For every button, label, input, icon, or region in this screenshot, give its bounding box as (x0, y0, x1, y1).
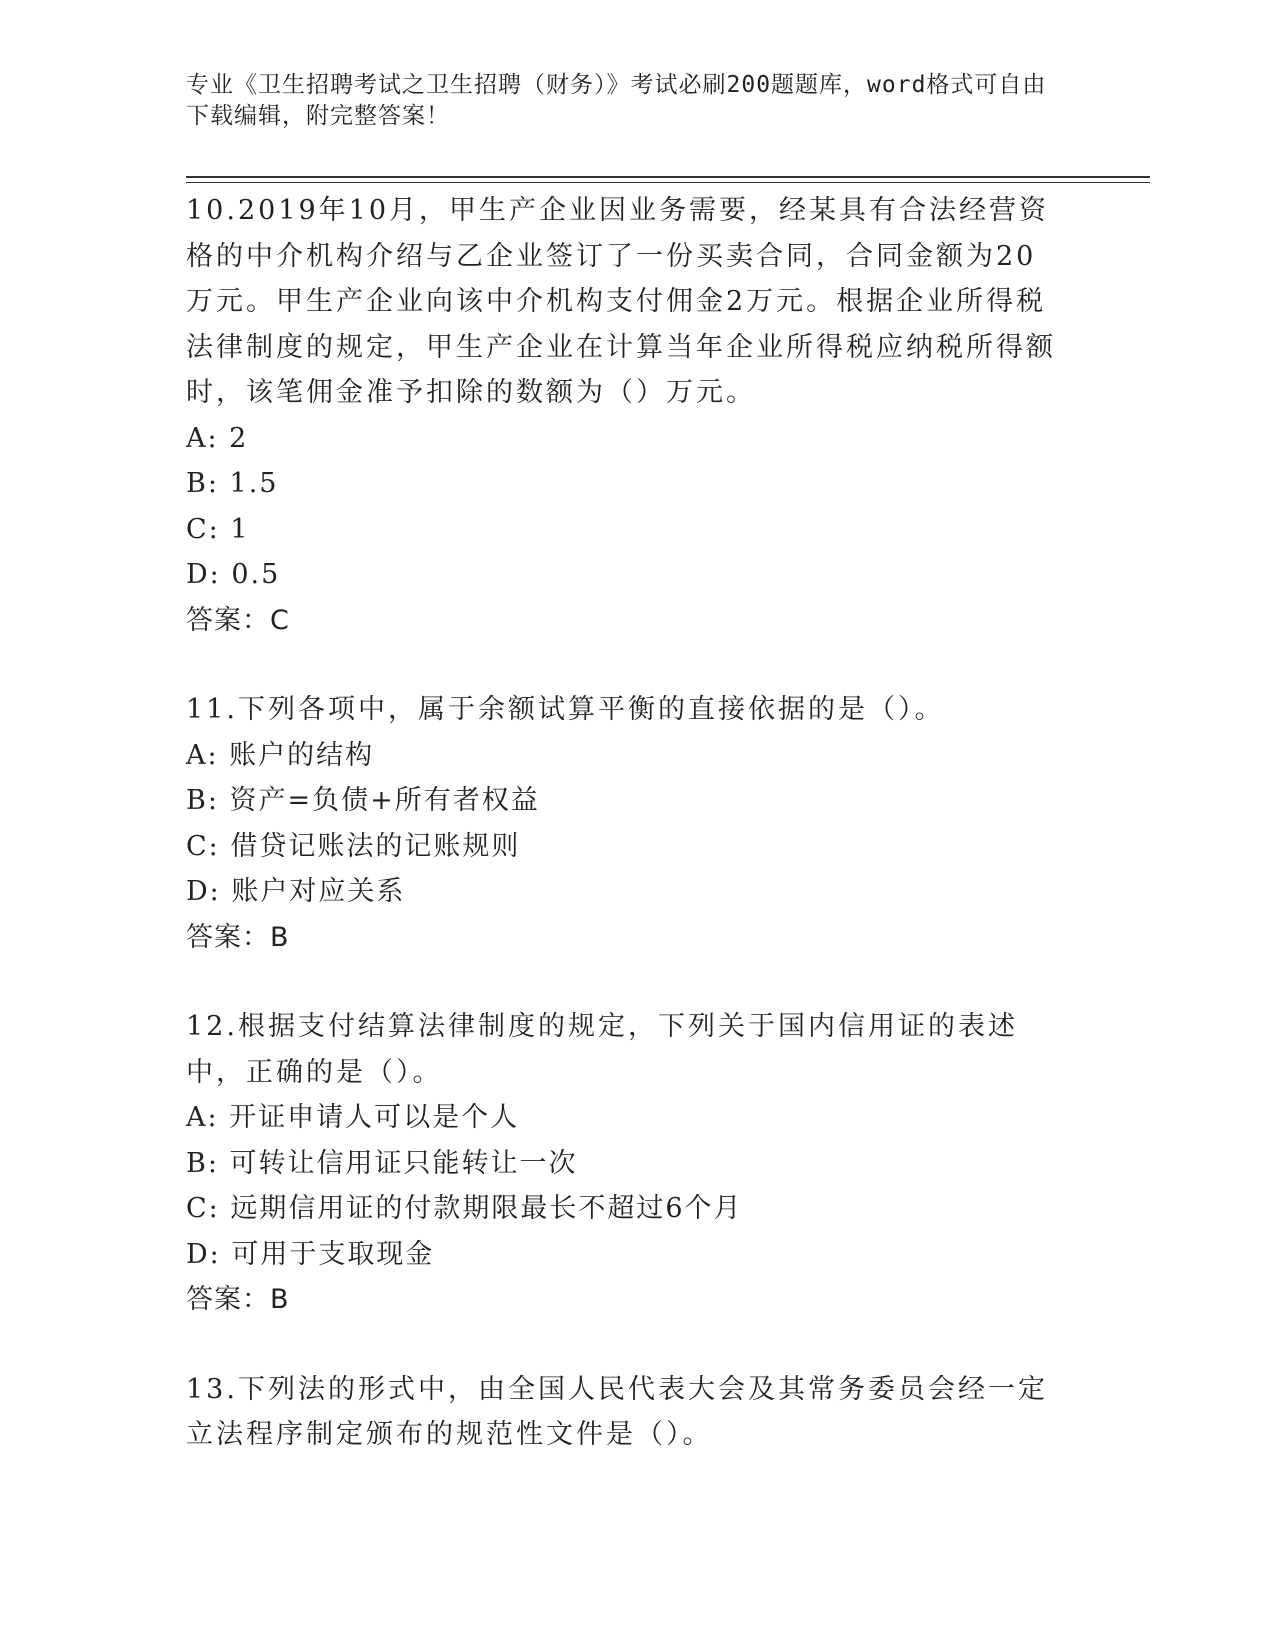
option-b: B: 可转让信用证只能转让一次 (186, 1147, 578, 1179)
question-text: 12.根据支付结算法律制度的规定，下列关于国内信用证的表述中，正确的是（）。 (186, 1011, 1018, 1088)
question-12 (186, 1004, 1066, 1323)
option-a: A: 开证申请人可以是个人 (186, 1102, 520, 1133)
answer-label: 答案：C (186, 604, 290, 636)
option-c: C: 远期信用证的付款期限最长不超过6个月 (186, 1193, 743, 1224)
document-header: 专业《卫生招聘考试之卫生招聘（财务）》考试必刷200题题库，word格式可自由下载编辑，附完整答案！ (186, 72, 1047, 129)
option-d: D: 可用于支取现金 (186, 1238, 435, 1270)
question-13 (186, 1367, 1066, 1458)
question-text: 13.下列法的形式中，由全国人民代表大会及其常务委员会经一定立法程序制定颁布的规范性文件是（）。 (186, 1373, 1048, 1450)
answer-label: 答案：B (186, 921, 290, 953)
option-c: C: 借贷记账法的记账规则 (186, 830, 521, 862)
option-a: A: 账户的结构 (186, 739, 375, 771)
question-10 (186, 188, 1066, 643)
option-c: C: 1 (186, 513, 250, 545)
header-divider-thick (186, 176, 1150, 178)
answer-label: 答案：B (186, 1284, 290, 1315)
option-b: B: 1.5 (186, 468, 279, 499)
question-text: 10.2019年10月，甲生产企业因业务需要，经某具有合法经营资格的中介机构介绍与乙企业签订了一份买卖合同，合同金额为20万元。甲生产企业向该中介机构支付佣金2万元。根据企业所得税法律制度的规定，甲生产企业在计算当年企业所得税应纳税所得额时，该笔佣金准予扣除的数额为（）万元。 (186, 195, 1056, 408)
option-b: B: 资产=负债+所有者权益 (186, 785, 540, 816)
question-11 (186, 687, 1066, 960)
option-d: D: 0.5 (186, 559, 281, 590)
question-list (186, 188, 1066, 1502)
question-text: 11.下列各项中，属于余额试算平衡的直接依据的是（）。 (186, 694, 945, 725)
option-d: D: 账户对应关系 (186, 876, 406, 907)
header-divider-thin (186, 182, 1150, 183)
option-a: A: 2 (186, 422, 249, 454)
